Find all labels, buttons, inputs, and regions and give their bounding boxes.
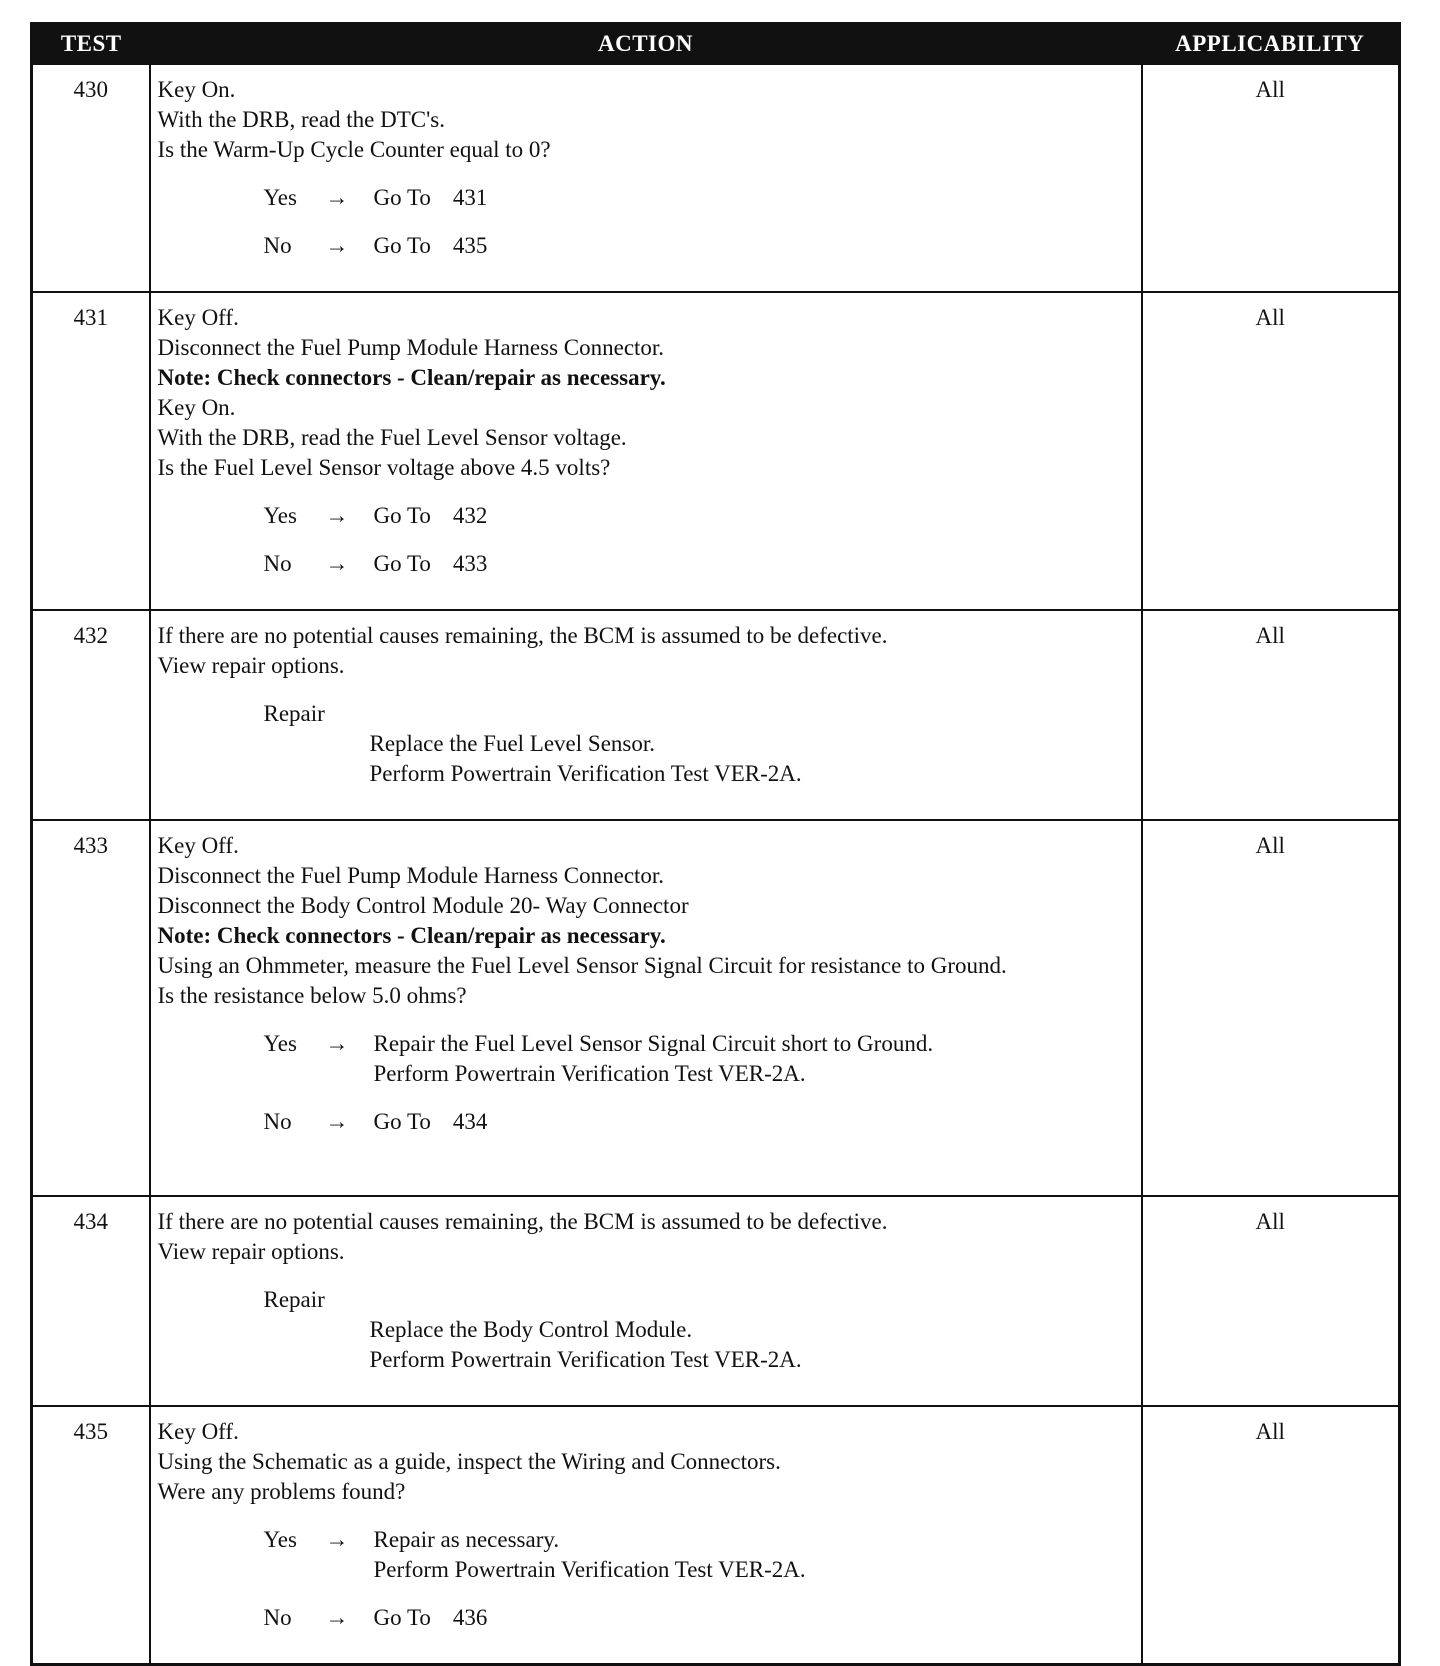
yes-outcome [158, 501, 1135, 531]
table-row [32, 292, 1400, 610]
test-number: 435 [32, 1406, 150, 1665]
action-line: With the DRB, read the DTC's. [157, 107, 445, 132]
no-label: No [263, 1605, 292, 1630]
arrow-icon: → [325, 1109, 349, 1134]
arrow-icon: → [325, 1031, 349, 1056]
diagnostic-test-table [30, 22, 1401, 1666]
applicability: All [1142, 292, 1400, 610]
action-line: Using an Ohmmeter, measure the Fuel Level Sensor Signal Circuit for resistance to Ground. [157, 953, 1007, 978]
action-cell [150, 64, 1142, 292]
test-number: 431 [32, 292, 150, 610]
goto-label: Go To [373, 1605, 431, 1630]
goto-label: Go To [373, 233, 431, 258]
repair-label: Repair [263, 1287, 325, 1312]
table-row [32, 1196, 1400, 1406]
action-cell [150, 1196, 1142, 1406]
goto-test-number: 433 [452, 551, 488, 576]
test-number: 433 [32, 820, 150, 1196]
applicability: All [1142, 1196, 1400, 1406]
action-line: Were any problems found? [157, 1479, 406, 1504]
goto-test-number: 436 [452, 1605, 488, 1630]
applicability: All [1142, 610, 1400, 820]
no-label: No [263, 1109, 292, 1134]
yes-outcome [158, 1525, 1135, 1585]
outcome-text: Perform Powertrain Verification Test VER-2A. [373, 1557, 806, 1582]
yes-label: Yes [263, 503, 297, 528]
yes-label: Yes [263, 1527, 297, 1552]
applicability: All [1142, 820, 1400, 1196]
action-line: View repair options. [157, 1239, 345, 1264]
action-line: Key Off. [157, 833, 239, 858]
yes-label: Yes [263, 185, 297, 210]
arrow-icon: → [325, 1527, 349, 1552]
goto-test-number: 432 [452, 503, 488, 528]
action-cell [150, 292, 1142, 610]
action-line: Disconnect the Fuel Pump Module Harness Connector. [157, 863, 665, 888]
goto-label: Go To [373, 185, 431, 210]
test-number: 432 [32, 610, 150, 820]
applicability: All [1142, 1406, 1400, 1665]
goto-label: Go To [373, 551, 431, 576]
action-line: Is the resistance below 5.0 ohms? [157, 983, 467, 1008]
goto-test-number: 435 [452, 233, 488, 258]
arrow-icon: → [325, 551, 349, 576]
action-line: Using the Schematic as a guide, inspect the Wiring and Connectors. [157, 1449, 781, 1474]
action-line: Key On. [157, 395, 236, 420]
arrow-icon: → [325, 185, 349, 210]
header-applicability: APPLICABILITY [1142, 24, 1400, 65]
goto-label: Go To [373, 503, 431, 528]
outcome-text: Repair as necessary. [373, 1527, 560, 1552]
arrow-icon: → [325, 503, 349, 528]
action-cell [150, 610, 1142, 820]
note-line: Note: Check connectors - Clean/repair as necessary. [157, 923, 666, 948]
table-row [32, 1406, 1400, 1665]
goto-test-number: 431 [452, 185, 488, 210]
repair-options [264, 699, 1135, 789]
action-line: Disconnect the Body Control Module 20- Way Connector [157, 893, 689, 918]
action-line: View repair options. [157, 653, 345, 678]
no-outcome [158, 549, 1135, 579]
repair-step: Replace the Fuel Level Sensor. [369, 731, 656, 756]
test-number: 434 [32, 1196, 150, 1406]
table-row [32, 64, 1400, 292]
table-row [32, 610, 1400, 820]
action-cell [150, 820, 1142, 1196]
action-line: Disconnect the Fuel Pump Module Harness Connector. [157, 335, 665, 360]
yes-outcome [158, 1029, 1135, 1089]
no-outcome [158, 231, 1135, 261]
arrow-icon: → [325, 1605, 349, 1630]
outcome-text: Perform Powertrain Verification Test VER-2A. [373, 1061, 806, 1086]
no-outcome [158, 1107, 1135, 1137]
goto-test-number: 434 [452, 1109, 488, 1134]
no-outcome [158, 1603, 1135, 1633]
table-row [32, 820, 1400, 1196]
table-header [32, 24, 1400, 65]
repair-step: Perform Powertrain Verification Test VER-2A. [369, 1347, 802, 1372]
repair-step: Replace the Body Control Module. [369, 1317, 693, 1342]
action-line: Key Off. [157, 1419, 239, 1444]
no-label: No [263, 551, 292, 576]
goto-label: Go To [373, 1109, 431, 1134]
arrow-icon: → [325, 233, 349, 258]
outcome-text: Repair the Fuel Level Sensor Signal Circuit short to Ground. [373, 1031, 934, 1056]
test-number: 430 [32, 64, 150, 292]
yes-outcome [158, 183, 1135, 213]
action-line: Key Off. [157, 305, 239, 330]
action-line: Is the Fuel Level Sensor voltage above 4.5 volts? [157, 455, 611, 480]
repair-label: Repair [263, 701, 325, 726]
header-action: ACTION [150, 24, 1142, 65]
action-line: If there are no potential causes remaining, the BCM is assumed to be defective. [157, 623, 888, 648]
header-test: TEST [32, 24, 150, 65]
applicability: All [1142, 64, 1400, 292]
action-cell [150, 1406, 1142, 1665]
yes-label: Yes [263, 1031, 297, 1056]
action-line: If there are no potential causes remaining, the BCM is assumed to be defective. [157, 1209, 888, 1234]
no-label: No [263, 233, 292, 258]
action-line: With the DRB, read the Fuel Level Sensor voltage. [157, 425, 627, 450]
repair-options [264, 1285, 1135, 1375]
action-line: Key On. [157, 77, 236, 102]
repair-step: Perform Powertrain Verification Test VER-2A. [369, 761, 802, 786]
action-line: Is the Warm-Up Cycle Counter equal to 0? [157, 137, 551, 162]
note-line: Note: Check connectors - Clean/repair as necessary. [157, 365, 666, 390]
